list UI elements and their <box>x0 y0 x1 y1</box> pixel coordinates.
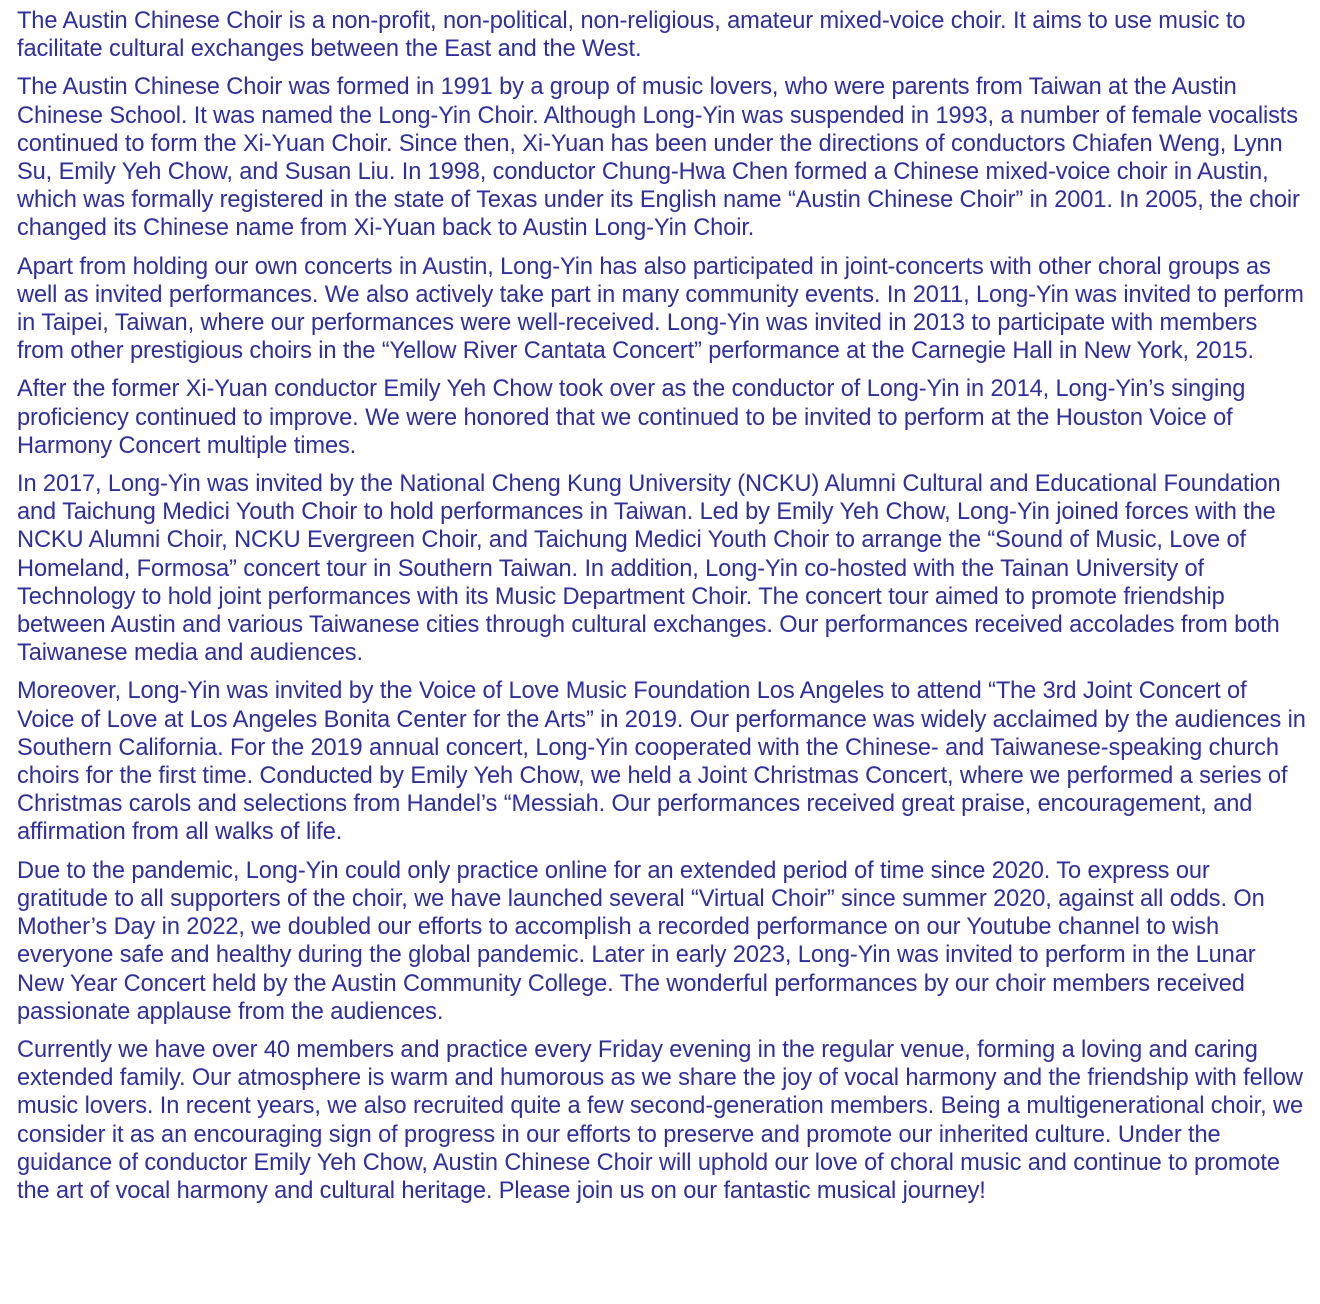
paragraph-formation-history: The Austin Chinese Choir was formed in 1991 by a group of music lovers, who were parents from Taiwan at the Austin Chinese School. It was named the Long-Yin Choir. Although Long-Yin was suspended in 1993, a number of female vocalists continued to form the Xi-Yuan Choir. Since then, Xi-Yuan has been under the directions of conductors Chiafen Weng, Lynn Su, Emily Yeh Chow, and Susan Liu. In 1998, conductor Chung-Hwa Chen formed a Chinese mixed-voice choir in Austin, which was formally registered in the state of Texas under its English name “Austin Chinese Choir” in 2001. In 2005, the choir changed its Chinese name from Xi-Yuan back to Austin Long-Yin Choir. <box>17 74 1300 242</box>
paragraph-current-members: Currently we have over 40 members and practice every Friday evening in the regular venue, forming a loving and caring extended family. Our atmosphere is warm and humorous as we share the joy of vocal harmony and the friendship with fellow music lovers. In recent years, we also recruited quite a few second-generation members. Being a multigenerational choir, we consider it as an encouraging sign of progress in our efforts to preserve and promote our inherited culture. Under the guidance of conductor Emily Yeh Chow, Austin Chinese Choir will uphold our love of choral music and continue to promote the art of vocal harmony and cultural heritage. Please join us on our fantastic musical journey! <box>17 1036 1304 1204</box>
paragraph-conductor-emily: After the former Xi-Yuan conductor Emily Yeh Chow took over as the conductor of Long-Yin in 2014, Long-Yin’s singing proficiency continued to improve. We were honored that we continued to be invited to perform at the Houston Voice of Harmony Concert multiple times. <box>17 376 1246 459</box>
paragraph-taiwan-tour-2017: In 2017, Long-Yin was invited by the National Cheng Kung University (NCKU) Alumni Cultural and Educational Foundation and Taichung Medici Youth Choir to hold performances in Taiwan. Led by Emily Yeh Chow, Long-Yin joined forces with the NCKU Alumni Choir, NCKU Evergreen Choir, and Taichung Medici Youth Choir to arrange the “Sound of Music, Love of Homeland, Formosa” concert tour in Southern Taiwan. In addition, Long-Yin co-hosted with the Tainan University of Technology to hold joint performances with its Music Department Choir. The concert tour aimed to promote friendship between Austin and various Taiwanese cities through cultural exchanges. Our performances received accolades from both Taiwanese media and audiences. <box>17 471 1281 667</box>
paragraph-concerts-and-events: Apart from holding our own concerts in Austin, Long-Yin has also participated in joint-concerts with other choral groups as well as invited performances. We also actively take part in many community events. In 2011, Long-Yin was invited to perform in Taipei, Taiwan, where our performances were well-received. Long-Yin was invited in 2013 to participate with members from other prestigious choirs in the “Yellow River Cantata Concert” performance at the Carnegie Hall in New York, 2015. <box>17 253 1304 365</box>
paragraph-pandemic: Due to the pandemic, Long-Yin could only practice online for an extended period of time since 2020. To express our gratitude to all supporters of the choir, we have launched several “Virtual Choir” since summer 2020, against all odds. On Mother’s Day in 2022, we doubled our efforts to accomplish a recorded performance on our Youtube channel to wish everyone safe and healthy during the global pandemic. Later in early 2023, Long-Yin was invited to perform in the Lunar New Year Concert held by the Austin Community College. The wonderful performances by our choir members received passionate applause from the audiences. <box>17 857 1265 1025</box>
paragraph-introduction: The Austin Chinese Choir is a non-profit, non-political, non-religious, amateur mixed-voice choir. It aims to use music to facilitate cultural exchanges between the East and the West. <box>17 8 1246 63</box>
paragraph-los-angeles-2019: Moreover, Long-Yin was invited by the Voice of Love Music Foundation Los Angeles to attend “The 3rd Joint Concert of Voice of Love at Los Angeles Bonita Center for the Arts” in 2019. Our performance was widely acclaimed by the audiences in Southern California. For the 2019 annual concert, Long-Yin cooperated with the Chinese- and Taiwanese-speaking church choirs for the first time. Conducted by Emily Yeh Chow, we held a Joint Christmas Concert, where we performed a series of Christmas carols and selections from Handel’s “Messiah. Our performances received great praise, encouragement, and affirmation from all walks of life. <box>17 678 1306 846</box>
